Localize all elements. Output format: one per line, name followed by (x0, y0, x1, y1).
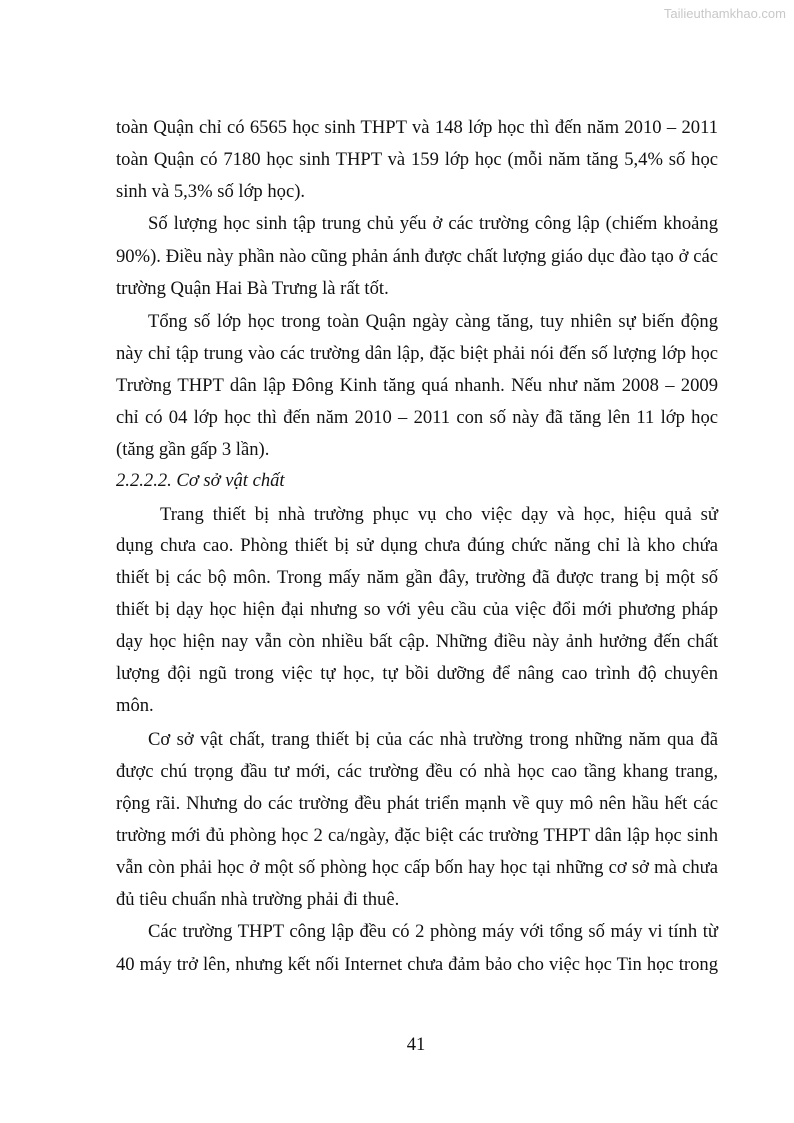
text-line: 90%). Điều này phần nào cũng phản ánh được chất lượng giáo dục đào tạo ở các (116, 246, 718, 267)
page-number: 41 (406, 1034, 426, 1055)
text-line: toàn Quận chỉ có 6565 học sinh THPT và 148 lớp học thì đến năm 2010 – 2011 (116, 117, 718, 138)
text-line: được chú trọng đầu tư mới, các trường đều có nhà học cao tầng khang trang, (116, 761, 718, 782)
text-line: Các trường THPT công lập đều có 2 phòng máy với tổng số máy vi tính từ (148, 921, 718, 942)
text-line: sinh và 5,3% số lớp học). (116, 181, 306, 202)
text-line: trường mới đủ phòng học 2 ca/ngày, đặc biệt các trường THPT dân lập học sinh (116, 825, 718, 846)
text-line: dụng chưa cao. Phòng thiết bị sử dụng chưa đúng chức năng chỉ là kho chứa (116, 535, 718, 556)
text-line: Cơ sở vật chất, trang thiết bị của các nhà trường trong những năm qua đã (148, 729, 718, 750)
text-line: trường Quận Hai Bà Trưng là rất tốt. (116, 278, 389, 299)
text-line: thiết bị dạy học hiện đại nhưng so với yêu cầu của việc đổi mới phương pháp (116, 599, 718, 620)
text-line: vẫn còn phải học ở một số phòng học cấp bốn hay học tại những cơ sở mà chưa (116, 857, 718, 878)
text-line: đủ tiêu chuẩn nhà trường phải đi thuê. (116, 889, 400, 910)
text-line: 40 máy trở lên, nhưng kết nối Internet chưa đảm bảo cho việc học Tin học trong (116, 954, 718, 975)
text-line: rộng rãi. Nhưng do các trường đều phát triển mạnh về quy mô nên hầu hết các (116, 793, 718, 814)
text-line: Số lượng học sinh tập trung chủ yếu ở các trường công lập (chiếm khoảng (148, 213, 718, 234)
text-line: dạy học hiện nay vẫn còn nhiều bất cập. Những điều này ảnh hưởng đến chất (116, 631, 718, 652)
text-line: Trang thiết bị nhà trường phục vụ cho việc dạy và học, hiệu quả sử (160, 504, 718, 525)
text-line: thiết bị các bộ môn. Trong mấy năm gần đây, trường đã được trang bị một số (116, 567, 718, 588)
text-line: chỉ có 04 lớp học thì đến năm 2010 – 2011 con số này đã tăng lên 11 lớp học (116, 407, 718, 428)
text-line: môn. (116, 695, 154, 716)
text-line: toàn Quận có 7180 học sinh THPT và 159 lớp học (mỗi năm tăng 5,4% số học (116, 149, 718, 170)
text-line: này chỉ tập trung vào các trường dân lập, đặc biệt phải nói đến số lượng lớp học (116, 343, 718, 364)
text-line: lượng đội ngũ trong việc tự học, tự bồi dưỡng để nâng cao trình độ chuyên (116, 663, 718, 684)
text-line: Trường THPT dân lập Đông Kinh tăng quá nhanh. Nếu như năm 2008 – 2009 (116, 375, 718, 396)
watermark: Tailieuthamkhao.com (663, 6, 786, 21)
section-heading: 2.2.2.2. Cơ sở vật chất (116, 470, 285, 491)
text-line: Tổng số lớp học trong toàn Quận ngày càng tăng, tuy nhiên sự biến động (148, 311, 718, 332)
text-line: (tăng gần gấp 3 lần). (116, 439, 270, 460)
